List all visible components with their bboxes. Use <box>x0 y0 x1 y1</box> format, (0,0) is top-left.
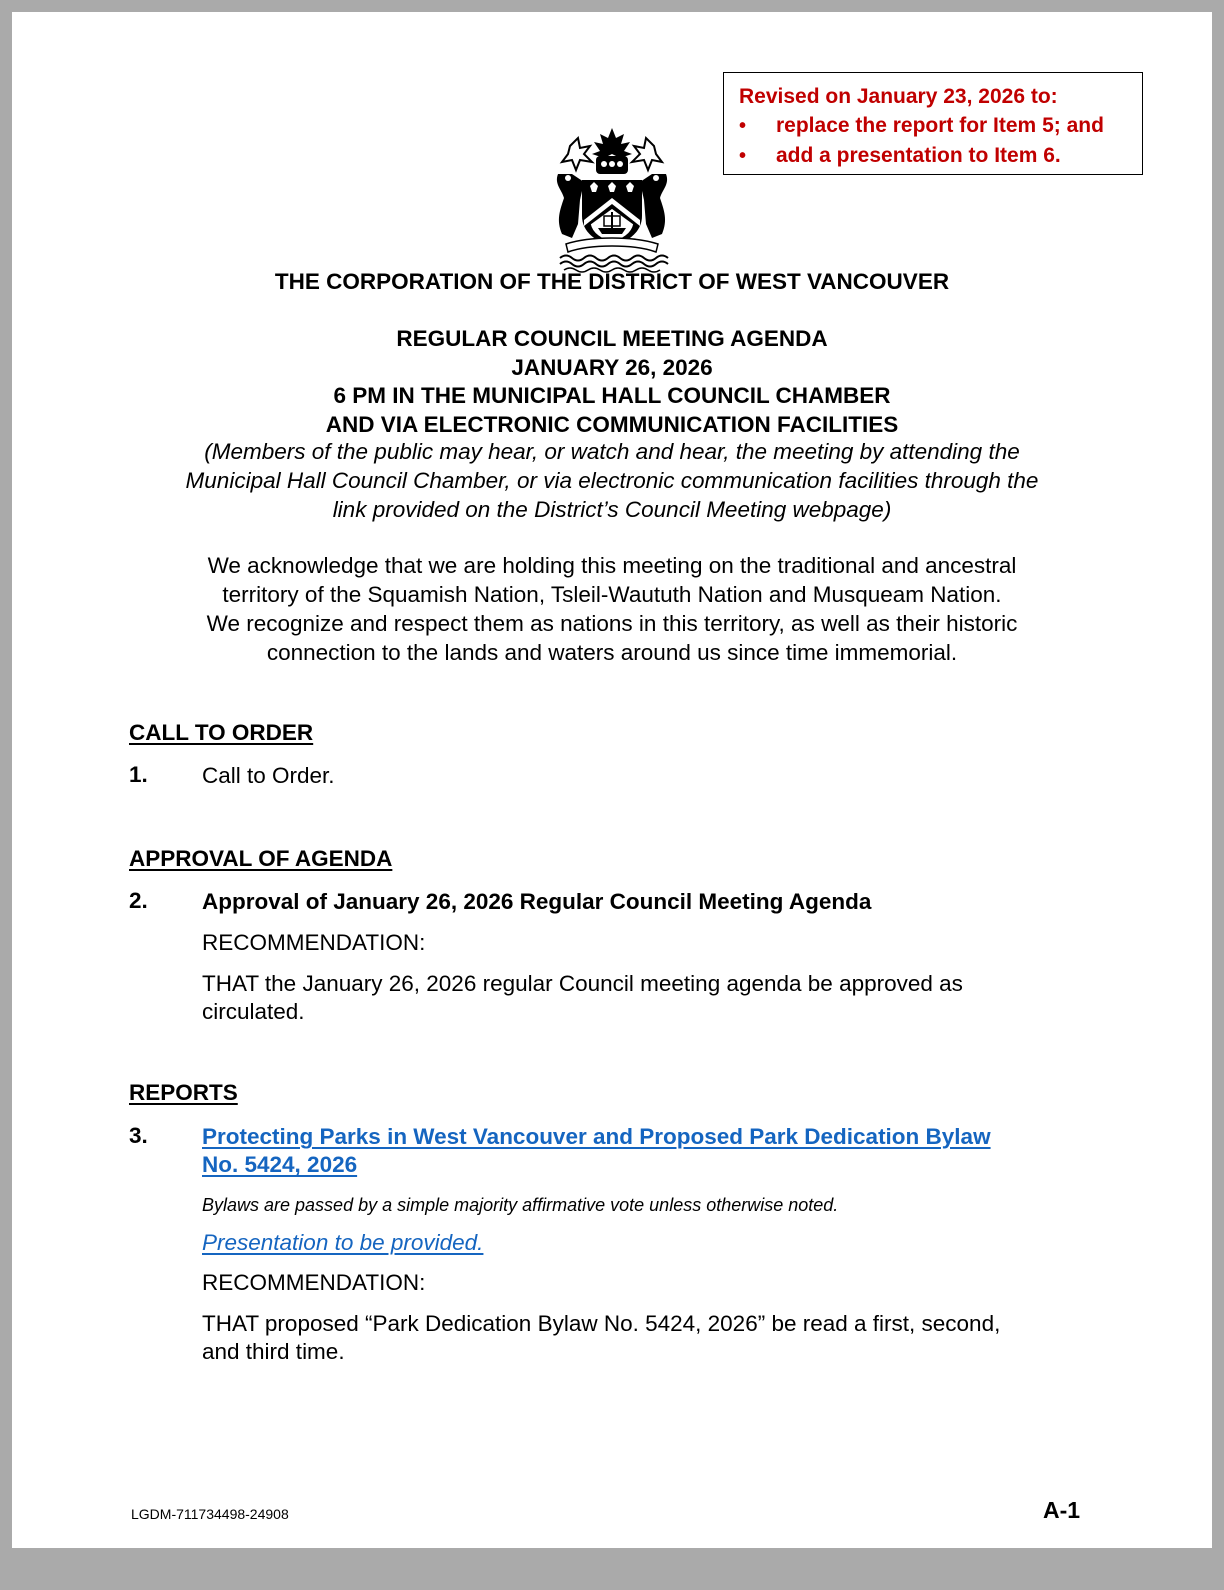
organization-title: THE CORPORATION OF THE DISTRICT OF WEST VANCOUVER <box>274 269 950 294</box>
revision-bullet-item <box>739 111 1142 141</box>
item-title: Approval of January 26, 2026 Regular Council Meeting Agenda <box>202 889 872 914</box>
acknowledgement-line: connection to the lands and waters around us since time immemorial. <box>266 640 958 665</box>
item-reports-protecting-parks <box>202 1123 1092 1366</box>
recommendation-line: THAT the January 26, 2026 regular Council meeting agenda be approved as <box>202 971 963 996</box>
bullet-icon: • <box>739 115 747 137</box>
section-heading-approval-of-agenda: APPROVAL OF AGENDA <box>129 846 393 871</box>
recommendation-line: THAT proposed “Park Dedication Bylaw No. 5424, 2026” be read a first, second, <box>202 1311 1001 1336</box>
acknowledgement-line: We recognize and respect them as nations in this territory, as well as their historic <box>206 611 1018 636</box>
bullet-icon: • <box>739 145 747 167</box>
revision-bullet-text: replace the report for Item 5; and <box>776 114 1104 137</box>
section-heading-reports: REPORTS <box>129 1080 238 1105</box>
revision-bullet-text: add a presentation to Item 6. <box>776 144 1061 167</box>
item-number: 2. <box>129 888 148 913</box>
item-approval-of-agenda <box>202 888 1092 1026</box>
section-heading-call-to-order: CALL TO ORDER <box>129 720 314 745</box>
agenda-heading-line: REGULAR COUNCIL MEETING AGENDA <box>396 326 828 351</box>
page-number: A-1 <box>1043 1497 1081 1523</box>
coat-of-arms-icon <box>550 124 674 274</box>
report-title-line[interactable]: No. 5424, 2026 <box>202 1152 358 1177</box>
recommendation-label: RECOMMENDATION: <box>202 1270 426 1295</box>
public-note-line: Municipal Hall Council Chamber, or via electronic communication facilities through the <box>185 468 1039 493</box>
recommendation-text <box>202 970 1092 1026</box>
agenda-heading-line: AND VIA ELECTRONIC COMMUNICATION FACILITIES <box>325 411 899 437</box>
revision-bullet-item <box>739 141 1142 171</box>
land-acknowledgement <box>12 551 1212 667</box>
agenda-heading-line: 6 PM IN THE MUNICIPAL HALL COUNCIL CHAMBER <box>333 383 891 408</box>
document-page <box>12 12 1212 1548</box>
acknowledgement-line: territory of the Squamish Nation, Tsleil-Waututh Nation and Musqueam Nation. <box>222 582 1002 607</box>
public-note-line: (Members of the public may hear, or watch and hear, the meeting by attending the <box>204 439 1020 464</box>
item-number: 1. <box>129 762 148 787</box>
presentation-link[interactable]: Presentation to be provided. <box>202 1230 484 1255</box>
agenda-heading <box>12 325 1212 439</box>
revision-heading: Revised on January 23, 2026 to: <box>739 85 1058 108</box>
item-number: 3. <box>129 1123 148 1148</box>
report-title-line[interactable]: Protecting Parks in West Vancouver and Proposed Park Dedication Bylaw <box>202 1124 991 1149</box>
report-title-link[interactable] <box>202 1123 1092 1179</box>
acknowledgement-line: We acknowledge that we are holding this meeting on the traditional and ancestral <box>207 553 1017 578</box>
recommendation-text <box>202 1310 1092 1366</box>
document-code: LGDM-711734498-24908 <box>131 1506 289 1522</box>
recommendation-label: RECOMMENDATION: <box>202 930 426 955</box>
public-note-line: link provided on the District’s Council Meeting webpage) <box>332 497 892 522</box>
agenda-heading-line: JANUARY 26, 2026 <box>511 354 713 380</box>
public-access-note <box>12 437 1212 524</box>
presentation-row <box>202 1229 1092 1257</box>
bylaw-vote-note: Bylaws are passed by a simple majority affirmative vote unless otherwise noted. <box>202 1195 839 1215</box>
recommendation-line: circulated. <box>202 999 305 1024</box>
revision-notice-box <box>723 72 1143 175</box>
recommendation-line: and third time. <box>202 1339 345 1364</box>
item-call-to-order: Call to Order. <box>202 763 335 788</box>
